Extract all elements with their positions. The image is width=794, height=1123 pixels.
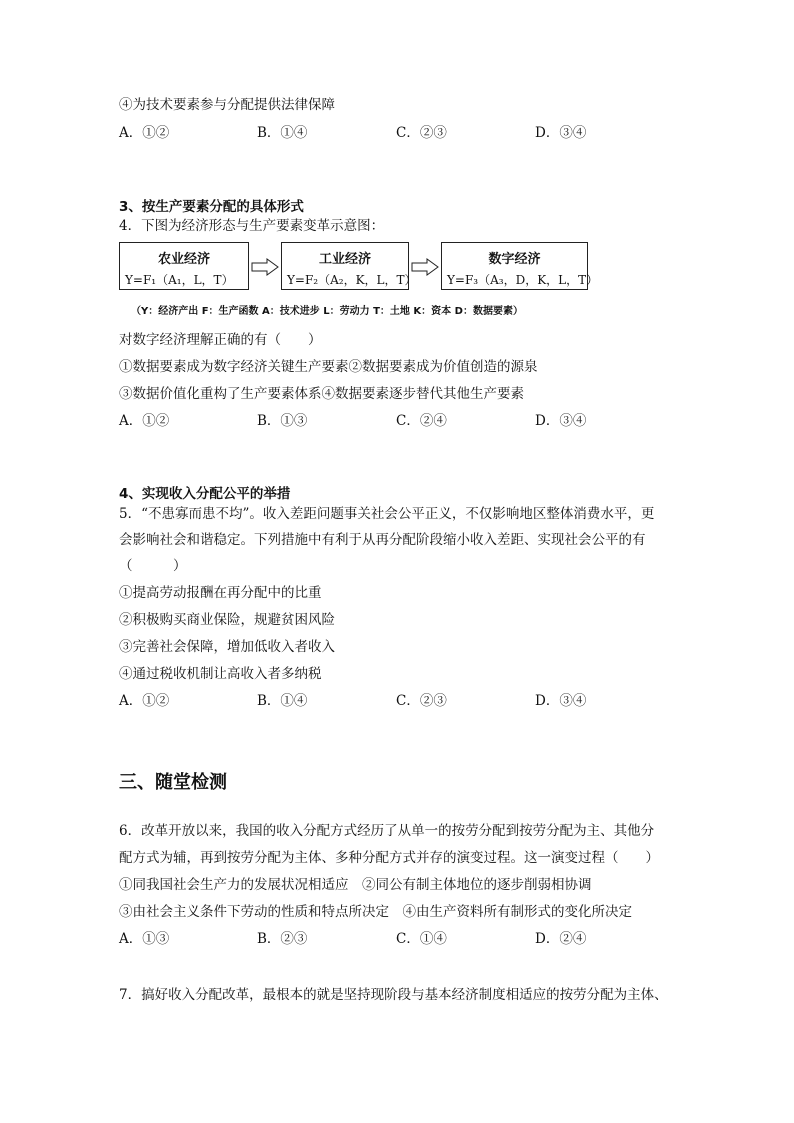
arrow-icon [411,258,439,276]
q3-statement-4: ④为技术要素参与分配提供法律保障 [119,97,335,113]
box-digital-economy [441,242,599,290]
part-3-heading: 三、随堂检测 [119,772,227,793]
box-title: 农业经济 [157,252,210,267]
q3-option-b[interactable]: B．①④ [257,125,308,141]
q4-statements-1: ①数据要素成为数字经济关键生产要素②数据要素成为价值创造的源泉 [119,359,538,375]
q5-stem-1: 5．“不患寡而患不均”。收入差距问题事关社会公平正义，不仅影响地区整体消费水平，更 [119,506,655,522]
q5-option-b[interactable]: B．①④ [257,693,308,709]
q7-stem-1: 7．搞好收入分配改革，最根本的就是坚持现阶段与基本经济制度相适应的按劳分配为主体、 [119,987,668,1003]
q5-option-a[interactable]: A．①② [119,693,170,709]
q4-question: 对数字经济理解正确的有（ ） [119,332,322,348]
q5-item-2: ②积极购买商业保险，规避贫困风险 [119,612,335,628]
q4-option-b[interactable]: B．①③ [257,413,308,429]
q6-stem-1: 6．改革开放以来，我国的收入分配方式经历了从单一的按劳分配到按劳分配为主、其他分 [119,823,655,839]
q6-stem-2: 配方式为辅，再到按劳分配为主体、多种分配方式并存的演变过程。这一演变过程（ ） [119,850,659,866]
q6-statements-2: ③由社会主义条件下劳动的性质和特点所决定 ④由生产资料所有制形式的变化所决定 [119,904,632,920]
q6-option-c[interactable]: C．①④ [396,931,447,947]
q4-option-d[interactable]: D．③④ [535,413,587,429]
q4-stem: 4．下图为经济形态与生产要素变革示意图： [119,218,385,234]
section-4-heading: 4、实现收入分配公平的举措 [119,486,291,502]
q4-statements-2: ③数据价值化重构了生产要素体系④数据要素逐步替代其他生产要素 [119,386,524,402]
diagram-legend: （Y：经济产出 F：生产函数 A：技术进步 L：劳动力 T：土地 K：资本 D：数据要素） [131,306,523,317]
q6-statements-1: ①同我国社会生产力的发展状况相适应 ②同公有制主体地位的逐步削弱相协调 [119,877,592,893]
q6-option-d[interactable]: D．②④ [535,931,587,947]
box-title: 数字经济 [488,252,541,267]
q5-stem-3: （ ） [119,558,187,574]
box-agricultural-economy [119,242,249,290]
q3-option-d[interactable]: D．③④ [535,125,587,141]
q5-option-d[interactable]: D．③④ [535,693,587,709]
box-industrial-economy [281,242,417,290]
q5-stem-2: 会影响社会和谐稳定。下列措施中有利于从再分配阶段缩小收入差距、实现社会公平的有 [119,532,646,548]
arrow-icon [251,258,279,276]
section-3-heading: 3、按生产要素分配的具体形式 [119,199,304,215]
q6-option-b[interactable]: B．②③ [257,931,308,947]
q4-option-c[interactable]: C．②④ [396,413,447,429]
q5-item-3: ③完善社会保障，增加低收入者收入 [119,639,335,655]
q5-item-4: ④通过税收机制让高收入者多纳税 [119,666,322,682]
q4-option-a[interactable]: A．①② [119,413,170,429]
box-title: 工业经济 [318,252,371,267]
box-formula: Y=F₃（A₃，D，K，L，T） [447,273,599,287]
q3-option-c[interactable]: C．②③ [396,125,447,141]
q3-option-a[interactable]: A．①② [119,125,170,141]
q6-option-a[interactable]: A．①③ [119,931,170,947]
q5-option-c[interactable]: C．②③ [396,693,447,709]
q5-item-1: ①提高劳动报酬在再分配中的比重 [119,585,322,601]
box-formula: Y=F₁（A₁，L，T） [125,273,234,287]
box-formula: Y=F₂（A₂，K，L，T） [287,273,417,287]
